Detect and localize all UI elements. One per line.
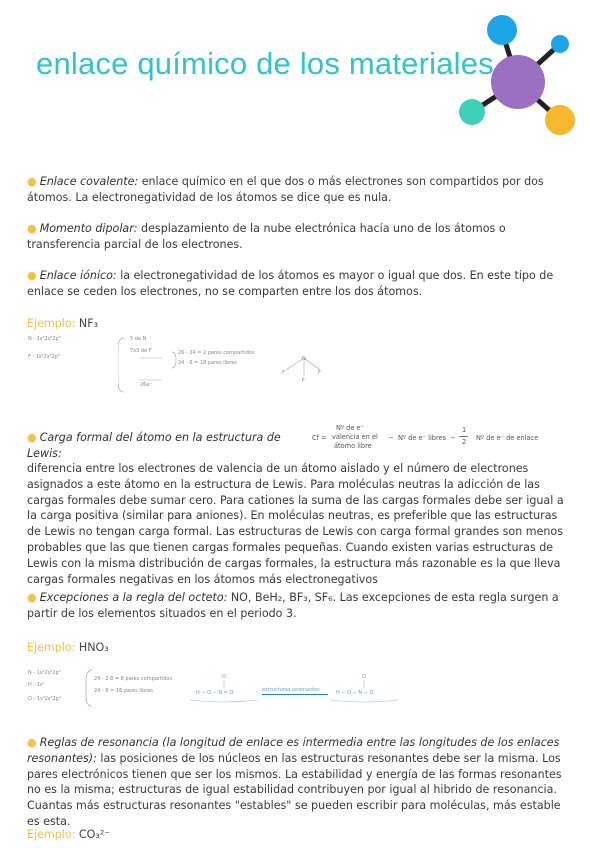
example-label: Ejemplo:: [27, 641, 76, 654]
term-momento-dipolar: Momento dipolar:: [39, 222, 138, 235]
hand-nf3-note1: 5 de N: [130, 336, 147, 342]
hno3-arrow-line: [262, 694, 328, 695]
hand-hno3-n: N - 1s²2s²2p³: [28, 670, 61, 676]
term-enlace-covalente: Enlace covalente:: [39, 175, 139, 188]
hand-nf3-calc1: 26 - 24 = 2 pares compartidos: [178, 350, 255, 356]
formal-charge-formula: [312, 424, 572, 454]
paragraph-excepciones-octeto: [27, 590, 571, 622]
bullet-icon: ●: [27, 175, 37, 188]
bullet-icon: ●: [27, 431, 37, 444]
term-reglas-resonancia: Reglas de resonancia (la longitud de enlace es intermedia entre las longitudes de los enlaces resonantes):: [27, 736, 560, 765]
paragraph-carga-formal-heading: [27, 430, 307, 462]
formula-lone-pairs: Nº de e⁻ libres: [398, 434, 447, 442]
paragraph-reglas-resonancia: [27, 735, 571, 830]
example-hno3-label: [27, 640, 571, 656]
example-value: HNO₃: [78, 641, 109, 654]
example-label: Ejemplo:: [27, 828, 76, 841]
formula-valence-line2: valencia en el: [332, 433, 378, 441]
bullet-icon: ●: [27, 736, 37, 749]
hand-nf3-note2: 7x3 de F: [130, 348, 152, 354]
term-excepciones-octeto: Excepciones a la regla del octeto:: [39, 591, 228, 604]
hand-nf3-note3: 26e⁻: [140, 382, 153, 388]
molecule-icon: [452, 14, 586, 140]
formula-fraction-bar: [459, 436, 468, 437]
bullet-icon: ●: [27, 269, 37, 282]
formula-bond-electrons: Nº de e⁻ de enlace: [476, 434, 539, 442]
formula-minus-1: −: [388, 434, 394, 442]
svg-text:F: F: [282, 370, 285, 376]
term-carga-formal: Carga formal del átomo en la estructura de Lewis:: [27, 431, 281, 460]
formula-minus-2: −: [450, 434, 456, 442]
hand-nf3-f: F - 1s²2s²2p⁵: [28, 354, 60, 360]
text-reglas-resonancia: las posiciones de los núcleos en las estructuras resonantes debe ser la misma. Los pares electrónicos tienen que ser los mismos. La estabilidad y energía de las formas resonantes no es la misma; estructuras de igual estabilidad contribuyen por igual al hibrido de resonancia. Cuantas más estructuras resonantes "estables" se pueden escribir para moléculas, más estable es esta.: [27, 751, 562, 828]
svg-text:H − O − N − O: H − O − N − O: [336, 690, 374, 696]
formula-half-den: 2: [462, 438, 467, 446]
hno3-bracket-icon: [84, 668, 94, 708]
hand-hno3-mid: estructuras resonantes: [262, 687, 320, 693]
text-enlace-covalente: enlace químico en el que dos o más electrones son compartidos por dos átomos. La electronegatividad de los átomos se dice que es nula.: [27, 175, 544, 204]
formula-valence-line3: átomo libre: [334, 442, 372, 450]
text-excepciones-octeto: NO, BeH₂, BF₃, SF₆. Las excepciones de esta regla surgen a partir de los elementos situados en el periodo 3.: [27, 591, 559, 620]
hno3-lewis-sketch-2-icon: [328, 668, 402, 708]
nf3-lewis-sketch-icon: [274, 350, 334, 390]
example-label: Ejemplo:: [27, 317, 76, 330]
paragraph-momento-dipolar: [27, 221, 571, 253]
svg-text:F: F: [302, 378, 305, 384]
paragraph-carga-formal-body: diferencia entre los electrones de valencia de un átomo aislado y el número de electrones asignados a este átomo en la estructura de Lewis. Para moléculas neutras la adicción de las cargas formales debe sumar cero. Para cationes la suma de las cargas formales debe ser igual a la carga positiva (similar para aniones). En moléculas neutras, es preferible que las estructuras de Lewis no tengan carga formal. Las estructuras de Lewis con carga formal grandes son menos probables que las que tienen cargas formales pequeñas. Cuando existen varias estructuras de Lewis con la misma distribución de cargas formales, la estructura más razonable es la que lleva cargas formales negativas en los átomos más electronegativos: [27, 462, 564, 586]
hno3-lewis-sketch-1-icon: [188, 668, 262, 708]
svg-text:H − O − N = O: H − O − N = O: [196, 690, 234, 696]
bullet-icon: ●: [27, 222, 37, 235]
example-nf3-label: [27, 316, 571, 332]
nf3-bracket-icon: [118, 334, 178, 396]
formula-half-num: 1: [462, 426, 467, 434]
hand-nf3-calc2: 24 - 6 = 18 pares libres: [178, 360, 237, 366]
svg-text:O: O: [362, 674, 366, 680]
example-value: CO₃²⁻: [78, 828, 111, 841]
hand-hno3-calc1: 24 - 2·8 = 8 pares compartidos: [94, 676, 173, 682]
example-co3-label: [27, 827, 571, 843]
text-momento-dipolar: desplazamiento de la nube electrónica hacía uno de los átomos o transferencia parcial de los electrones.: [27, 222, 506, 251]
paragraph-enlace-covalente: [27, 174, 571, 206]
text-enlace-ionico: la electronegatividad de los átomos es mayor o igual que dos. En este tipo de enlace se ceden los electrones, no se comparten entre los dos átomos.: [27, 269, 554, 298]
svg-text:F: F: [318, 370, 321, 376]
hand-nf3-n: N - 1s²2s²2p³: [28, 336, 61, 342]
hand-hno3-h: H - 1s¹: [28, 682, 45, 688]
paragraph-enlace-ionico: [27, 268, 571, 300]
hand-hno3-calc2: 24 - 8 = 16 pares libres: [94, 688, 153, 694]
example-value: NF₃: [78, 317, 99, 330]
formula-valence-line1: Nº de e⁻: [336, 424, 365, 432]
handwritten-hno3-notes: [28, 668, 428, 712]
page-title: enlace químico de los materiales: [36, 46, 494, 81]
svg-text:N: N: [302, 356, 306, 362]
svg-text:O: O: [222, 674, 226, 680]
formula-lhs: Cf =: [312, 434, 327, 442]
bullet-icon: ●: [27, 591, 37, 604]
handwritten-nf3-notes: [28, 334, 388, 396]
hand-hno3-o: O - 1s²2s²2p⁴: [28, 696, 61, 702]
term-enlace-ionico: Enlace iónico:: [39, 269, 117, 282]
